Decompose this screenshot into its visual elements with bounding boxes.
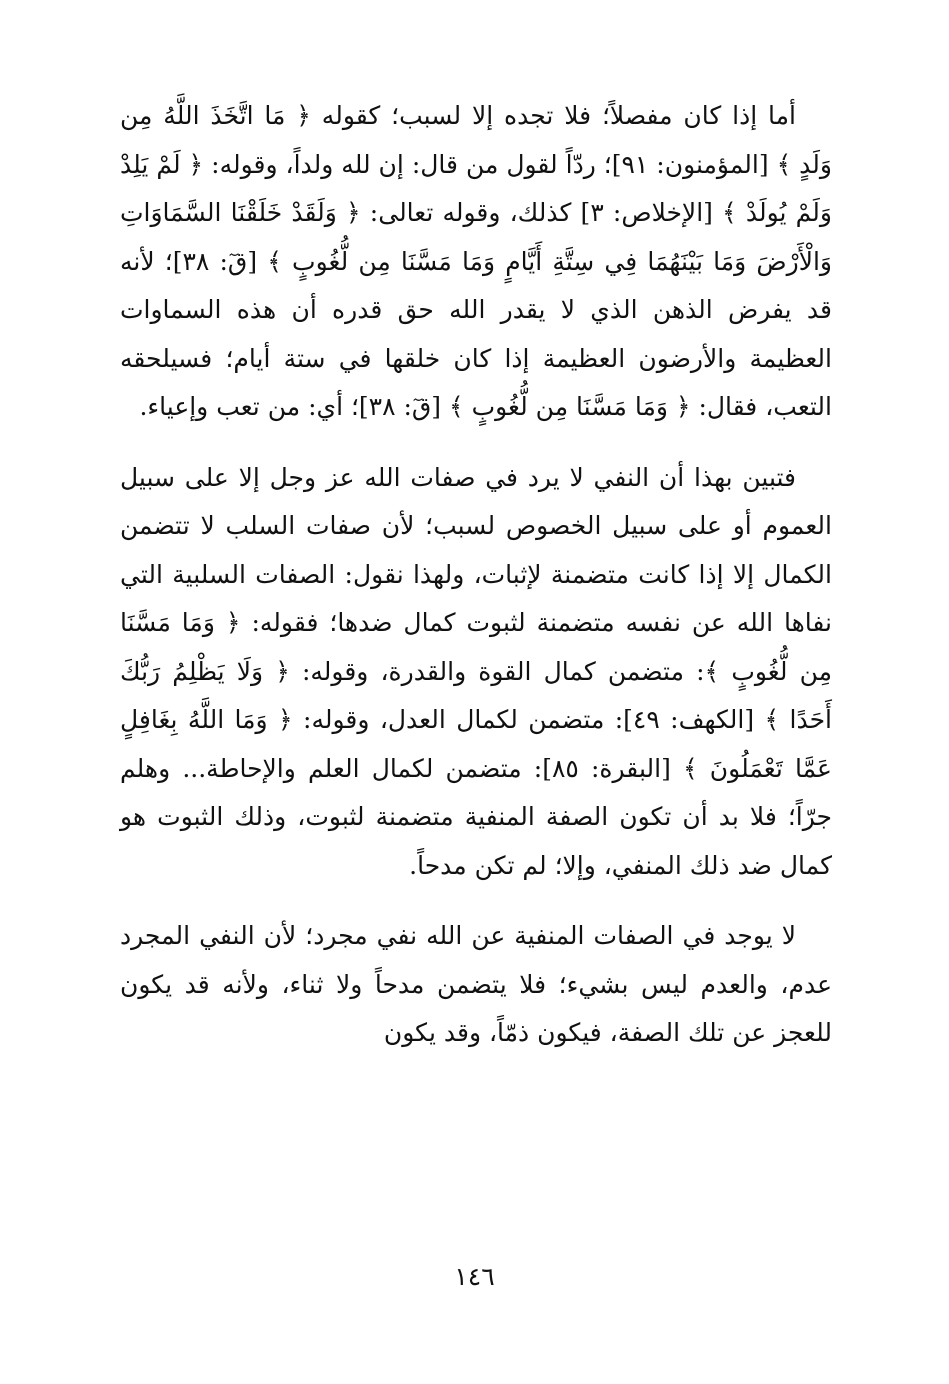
paragraph-1: أما إذا كان مفصلاً؛ فلا تجده إلا لسبب؛ كقوله ﴿ مَا اتَّخَذَ اللَّهُ مِن وَلَدٍ ﴾ [المؤمنون: ٩١]؛ ردّاً لقول من قال: إن لله ولداً، وقوله: ﴿ لَمْ يَلِدْ وَلَمْ يُولَدْ ﴾ [الإخلاص: ٣] كذلك، وقوله تعالى: ﴿ وَلَقَدْ خَلَقْنَا السَّمَاوَاتِ وَالْأَرْضَ وَمَا بَيْنَهُمَا فِي سِتَّةِ أَيَّامٍ وَمَا مَسَّنَا مِن لُّغُوبٍ ﴾ [قٓ: ٣٨]؛ لأنه قد يفرض الذهن الذي لا يقدر الله حق قدره أن هذه السماوات العظيمة والأرضون العظيمة إذا كان خلقها في ستة أيام؛ فسيلحقه التعب، فقال: ﴿ وَمَا مَسَّنَا مِن لُّغُوبٍ ﴾ [قٓ: ٣٨]؛ أي: من تعب وإعياء.: [120, 101, 832, 421]
paragraph-3: لا يوجد في الصفات المنفية عن الله نفي مجرد؛ لأن النفي المجرد عدم، والعدم ليس بشيء؛ فلا يتضمن مدحاً ولا ثناء، ولأنه قد يكون للعجز عن تلك الصفة، فيكون ذمّاً، وقد يكون: [120, 921, 832, 1047]
paragraph-2: فتبين بهذا أن النفي لا يرد في صفات الله عز وجل إلا على سبيل العموم أو على سبيل الخصوص لسبب؛ لأن صفات السلب لا تتضمن الكمال إلا إذا كانت متضمنة لإثبات، ولهذا نقول: الصفات السلبية التي نفاها الله عن نفسه متضمنة لثبوت كمال ضدها؛ فقوله: ﴿ وَمَا مَسَّنَا مِن لُّغُوبٍ ﴾: متضمن كمال القوة والقدرة، وقوله: ﴿ وَلَا يَظْلِمُ رَبُّكَ أَحَدًا ﴾ [الكهف: ٤٩]: متضمن لكمال العدل، وقوله: ﴿ وَمَا اللَّهُ بِغَافِلٍ عَمَّا تَعْمَلُونَ ﴾ [البقرة: ٨٥]: متضمن لكمال العلم والإحاطة... وهلم جرّاً؛ فلا بد أن تكون الصفة المنفية متضمنة لثبوت، وذلك الثبوت هو كمال ضد ذلك المنفي، وإلا؛ لم تكن مدحاً.: [120, 462, 832, 880]
page-body: [120, 92, 832, 1232]
page-number: ١٤٦: [454, 1262, 495, 1291]
